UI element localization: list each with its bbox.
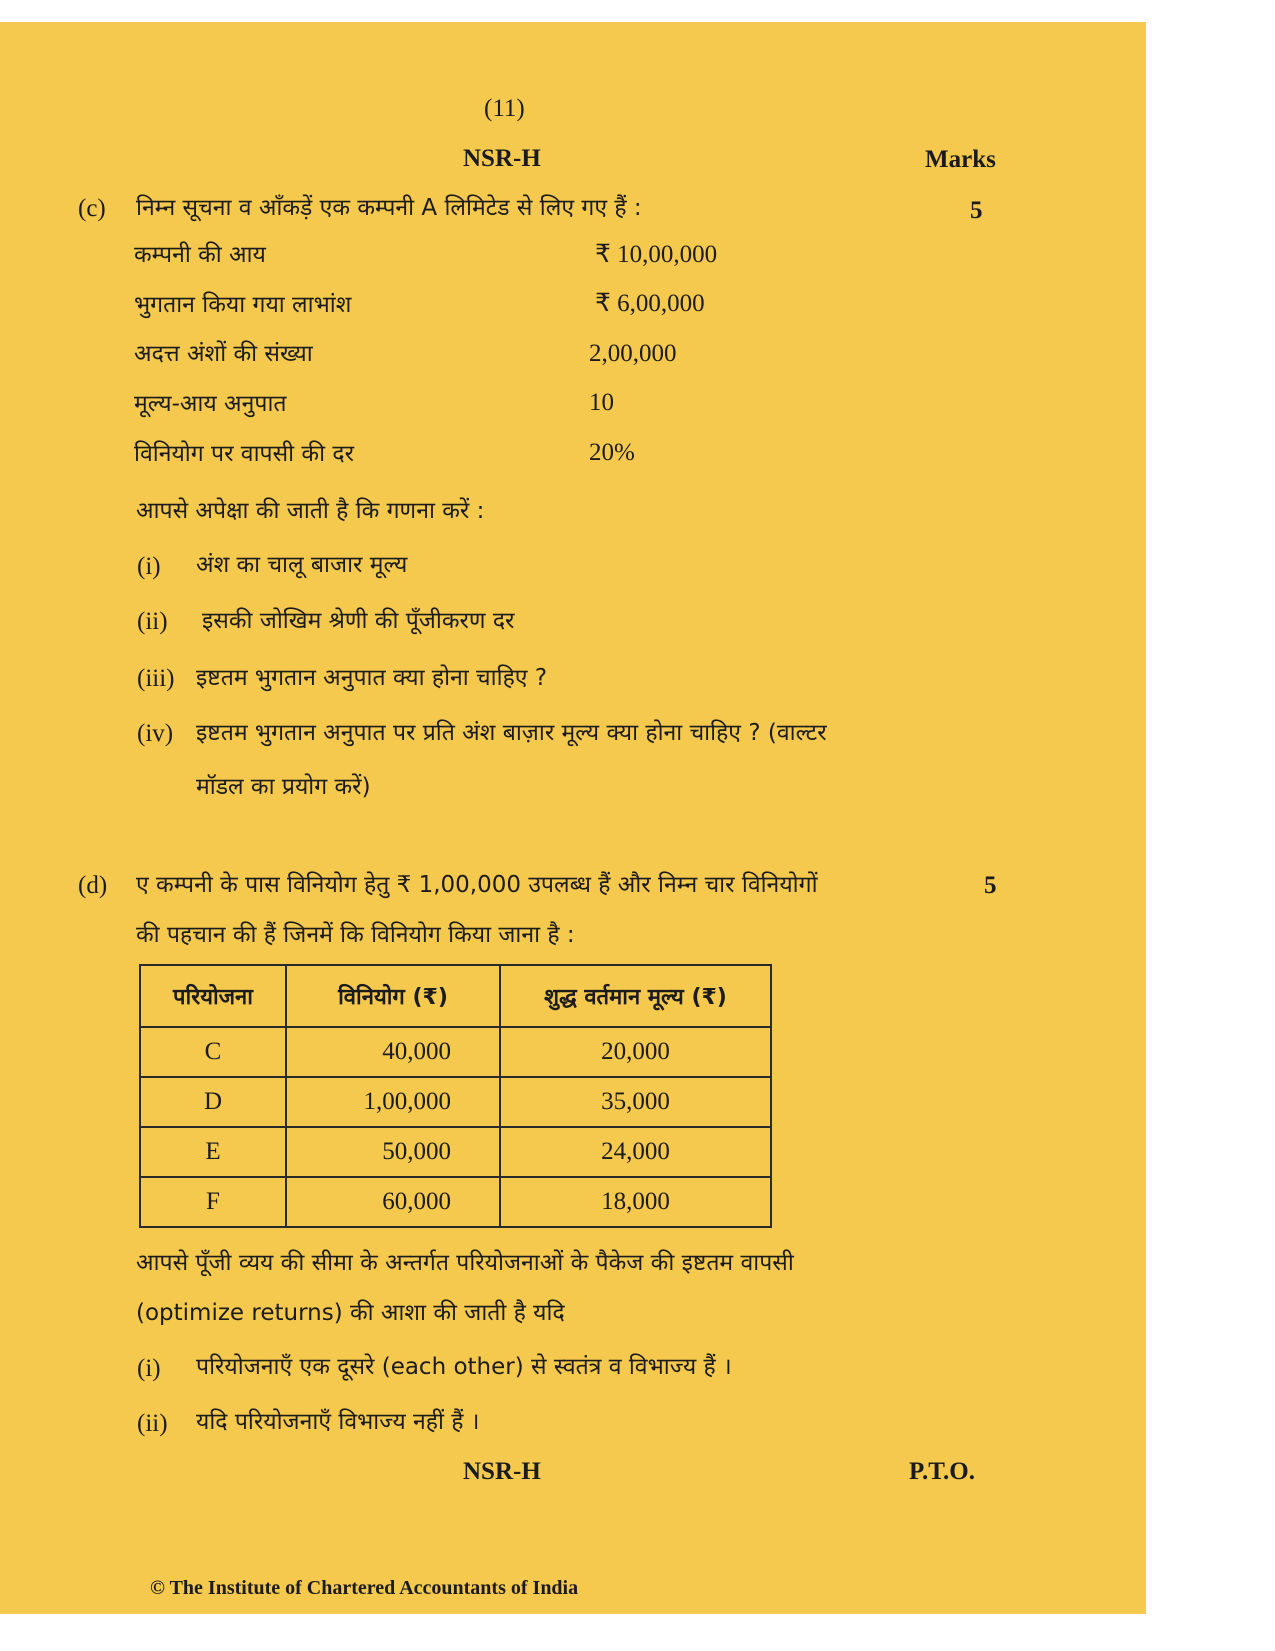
question-number: (iii) <box>137 665 175 692</box>
paper-code: NSR-H <box>463 145 541 172</box>
condition-number: (i) <box>137 1355 161 1382</box>
table-cell: 40,000 <box>286 1027 500 1077</box>
table-row <box>140 1027 771 1077</box>
table-cell: 35,000 <box>500 1077 771 1127</box>
data-value: 20% <box>589 439 635 466</box>
table-cell: 60,000 <box>286 1177 500 1227</box>
part-c-ask: आपसे अपेक्षा की जाती है कि गणना करें : <box>136 498 485 524</box>
column-header: शुद्ध वर्तमान मूल्य (₹) <box>500 965 771 1027</box>
question-number: (ii) <box>137 608 168 635</box>
table-cell: 18,000 <box>500 1177 771 1227</box>
table-cell: 24,000 <box>500 1127 771 1177</box>
data-value: 2,00,000 <box>589 340 677 367</box>
question-number: (iv) <box>137 720 174 747</box>
table-cell: 50,000 <box>286 1127 500 1177</box>
question-text: इसकी जोखिम श्रेणी की पूँजीकरण दर <box>202 608 515 634</box>
question-text: इष्टतम भुगतान अनुपात पर प्रति अंश बाज़ार मूल्य क्या होना चाहिए ? (वाल्टर <box>196 720 827 746</box>
table-row <box>140 1127 771 1177</box>
table-cell: 20,000 <box>500 1027 771 1077</box>
table-cell: C <box>140 1027 286 1077</box>
footer-code: NSR-H <box>463 1458 541 1485</box>
data-value: 10 <box>589 389 614 416</box>
data-label: कम्पनी की आय <box>134 242 266 268</box>
part-d-intro: ए कम्पनी के पास विनियोग हेतु ₹ 1,00,000 उपलब्ध हैं और निम्न चार विनियोगों <box>136 872 818 898</box>
condition-text: यदि परियोजनाएँ विभाज्य नहीं हैं । <box>196 1409 480 1435</box>
part-d-expect: आपसे पूँजी व्यय की सीमा के अन्तर्गत परियोजनाओं के पैकेज की इष्टतम वापसी <box>136 1250 794 1276</box>
question-text: इष्टतम भुगतान अनुपात क्या होना चाहिए ? <box>196 665 548 691</box>
table-cell: F <box>140 1177 286 1227</box>
table-cell: E <box>140 1127 286 1177</box>
data-value: ₹ 6,00,000 <box>595 290 705 317</box>
table-header-row <box>140 965 771 1027</box>
data-label: मूल्य-आय अनुपात <box>134 391 287 417</box>
table-row <box>140 1077 771 1127</box>
part-d-expect-continued: (optimize returns) की आशा की जाती है यदि <box>136 1300 565 1326</box>
page-number: (11) <box>484 95 525 122</box>
projects-table <box>139 964 772 1228</box>
condition-text: परियोजनाएँ एक दूसरे (each other) से स्वतंत्र व विभाज्य हैं । <box>196 1354 732 1380</box>
marks-heading: Marks <box>925 146 996 173</box>
question-text-continued: मॉडल का प्रयोग करें) <box>196 774 371 800</box>
copyright-notice: © The Institute of Chartered Accountants of India <box>150 1577 579 1599</box>
table-cell: D <box>140 1077 286 1127</box>
table-row <box>140 1177 771 1227</box>
data-label: विनियोग पर वापसी की दर <box>134 441 354 467</box>
part-d-marks: 5 <box>984 872 997 899</box>
data-label: भुगतान किया गया लाभांश <box>134 292 352 318</box>
part-d-intro-continued: की पहचान की हैं जिनमें कि विनियोग किया जाना है : <box>136 922 575 948</box>
part-d-label: (d) <box>78 872 108 899</box>
table-cell: 1,00,000 <box>286 1077 500 1127</box>
data-label: अदत्त अंशों की संख्या <box>134 341 313 367</box>
part-c-intro: निम्न सूचना व आँकड़ें एक कम्पनी A लिमिटेड से लिए गए हैं : <box>136 195 642 221</box>
column-header: विनियोग (₹) <box>286 965 500 1027</box>
question-number: (i) <box>137 553 161 580</box>
condition-number: (ii) <box>137 1410 168 1437</box>
part-c-label: (c) <box>78 195 106 222</box>
data-value: ₹ 10,00,000 <box>595 241 718 268</box>
part-c-marks: 5 <box>970 197 983 224</box>
pto-label: P.T.O. <box>909 1458 975 1485</box>
column-header: परियोजना <box>140 965 286 1027</box>
question-text: अंश का चालू बाजार मूल्य <box>196 552 408 578</box>
